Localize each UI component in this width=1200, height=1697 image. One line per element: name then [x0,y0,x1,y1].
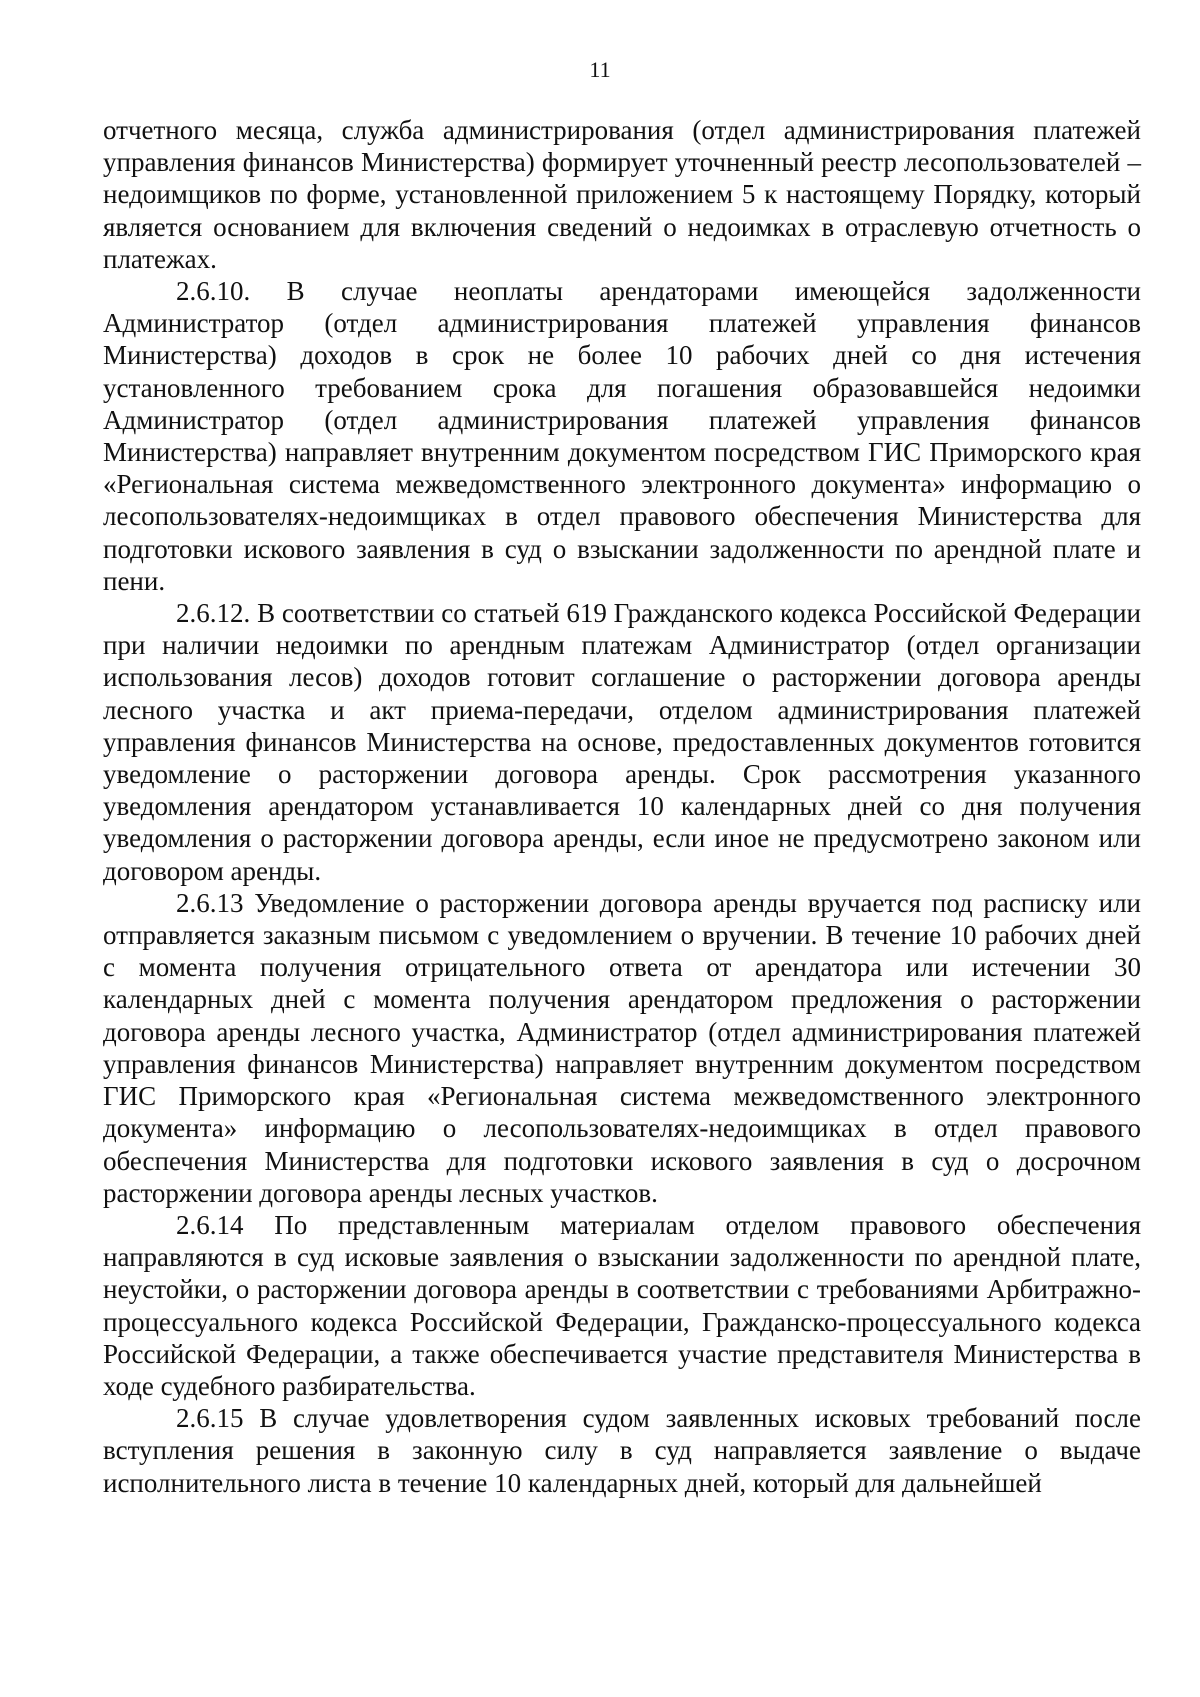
page-number: 11 [589,57,611,82]
document-body [103,114,1141,1499]
paragraph-2-6-12: 2.6.12. В соответствии со статьей 619 Гражданского кодекса Российской Федерации при наличии недоимки по арендным платежам Администратор (отдел организации использования лесов) доходов готовит соглашение о расторжении договора аренды лесного участка и акт приема-передачи, отделом администрирования платежей управления финансов Министерства на основе, предоставленных документов готовится уведомление о расторжении договора аренды. Срок рассмотрения указанного уведомления арендатором устанавливается 10 календарных дней со дня получения уведомления о расторжении договора аренды, если иное не предусмотрено законом или договором аренды. [103,598,1141,886]
paragraph-2-6-13: 2.6.13 Уведомление о расторжении договора аренды вручается под расписку или отправляется заказным письмом с уведомлением о вручении. В течение 10 рабочих дней с момента получения отрицательного ответа от арендатора или истечении 30 календарных дней с момента получения арендатором предложения о расторжении договора аренды лесного участка, Администратор (отдел администрирования платежей управления финансов Министерства) направляет внутренним документом посредством ГИС Приморского края «Региональная система межведомственного электронного документа» информацию о лесопользователях-недоимщиках в отдел правового обеспечения Министерства для подготовки искового заявления в суд о досрочном расторжении договора аренды лесных участков. [103,887,1141,1208]
paragraph-2-6-10: 2.6.10. В случае неоплаты арендаторами имеющейся задолженности Администратор (отдел администрирования платежей управления финансов Министерства) доходов в срок не более 10 рабочих дней со дня истечения установленного требованием срока для погашения образовавшейся недоимки Администратор (отдел администрирования платежей управления финансов Министерства) направляет внутренним документом посредством ГИС Приморского края «Региональная система межведомственного электронного документа» информацию о лесопользователях-недоимщиках в отдел правового обеспечения Министерства для подготовки искового заявления в суд о взыскании задолженности по арендной плате и пени. [103,276,1141,596]
paragraph-2-6-14: 2.6.14 По представленным материалам отделом правового обеспечения направляются в суд исковые заявления о взыскании задолженности по арендной плате, неустойки, о расторжении договора аренды в соответствии с требованиями Арбитражно-процессуального кодекса Российской Федерации, Гражданско-процессуального кодекса Российской Федерации, а также обеспечивается участие представителя Министерства в ходе судебного разбирательства. [103,1209,1141,1401]
paragraph-2-6-15: 2.6.15 В случае удовлетворения судом заявленных исковых требований после вступления решения в законную силу в суд направляется заявление о выдаче исполнительного листа в течение 10 календарных дней, который для дальнейшей [103,1403,1141,1498]
paragraph-continuation: отчетного месяца, служба администрирования (отдел администрирования платежей управления финансов Министерства) формирует уточненный реестр лесопользователей – недоимщиков по форме, установленной приложением 5 к настоящему Порядку, который является основанием для включения сведений о недоимках в отраслевую отчетность о платежах. [103,115,1141,274]
